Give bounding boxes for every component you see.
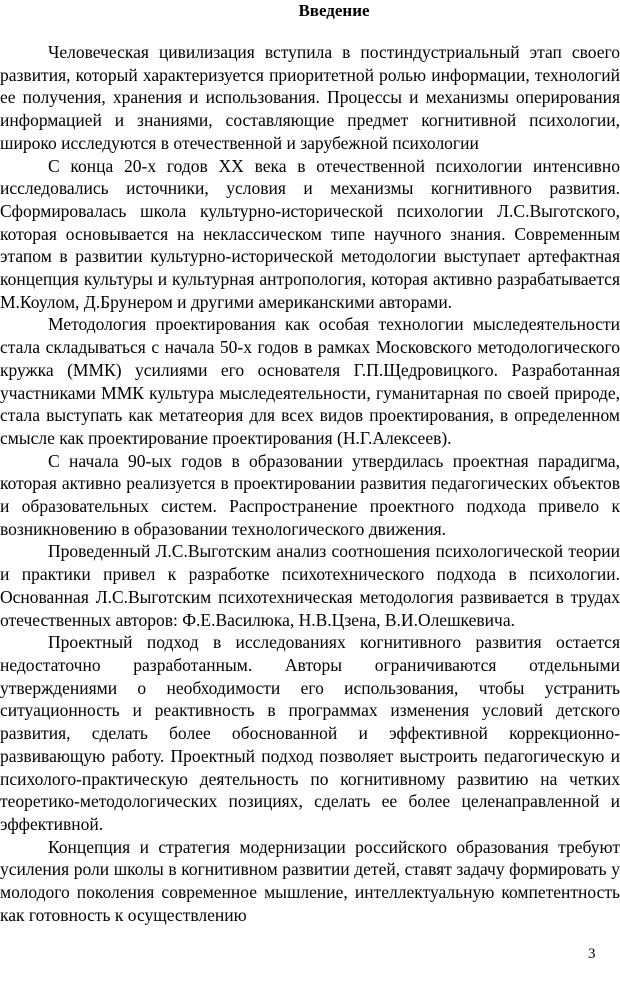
body-text [0, 41, 620, 926]
paragraph: С начала 90-ых годов в образовании утвердилась проектная парадигма, которая активно реализуется в проектировании развития педагогических объектов и образовательных систем. Распространение проектного подхода привело к возникновению в образовании технологического движения. [0, 450, 620, 539]
paragraph: Проведенный Л.С.Выготским анализ соотношения психологической теории и практики привел к разработке психотехнического подхода в психологии. Основанная Л.С.Выготским психотехническая методология развивается в трудах отечественных авторов: Ф.Е.Василюка, Н.В.Цзена, В.И.Олешкевича. [0, 541, 620, 630]
paragraph: Методология проектирования как особая технологии мыследеятельности стала складываться с начала 50-х годов в рамках Московского методологического кружка (ММК) усилиями его основателя Г.П.Щедровицкого. Разработанная участниками ММК культура мыследеятельности, гуманитарная по своей природе, стала выступать как метатеория для всех видов проектирования, в определенном смысле как проектирование проектирования (Н.Г.Алексеев). [0, 314, 620, 448]
page-number: 3 [588, 946, 596, 962]
page-title: Введение [298, 1, 370, 20]
paragraph: Человеческая цивилизация вступила в постиндустриальный этап своего развития, который характеризуется приоритетной ролью информации, технологий ее получения, хранения и использования. Процессы и механизмы оперирования информацией и знаниями, составляющие предмет когнитивной психологии, широко исследуются в отечественной и зарубежной психологии [0, 42, 620, 153]
paragraph: Концепция и стратегия модернизации российского образования требуют усиления роли школы в когнитивном развитии детей, ставят задачу формировать у молодого поколения современное мышление, интеллектуальную компетентность как готовность к осуществлению [0, 836, 620, 925]
paragraph: Проектный подход в исследованиях когнитивного развития остается недостаточно разработанным. Авторы ограничиваются отдельными утверждениями о необходимости его использования, чтобы устранить ситуационность и реактивность в программах изменения условий детского развития, сделать более обоснованной и эффективной коррекционно-развивающую работу. Проектный подход позволяет выстроить педагогическую и психолого-практическую деятельность по когнитивному развитию на четких теоретико-методологических позициях, сделать ее более целенаправленной и эффективной. [0, 632, 620, 834]
paragraph: С конца 20-х годов XX века в отечественной психологии интенсивно исследовались источники, условия и механизмы когнитивного развития. Сформировалась школа культурно-исторической психологии Л.С.Выготского, которая основывается на неклассическом типе научного знания. Современным этапом в развитии культурно-исторической методологии выступает артефактная концепция культуры и культурная антропология, которая активно разрабатывается М.Коулом, Д.Брунером и другими американскими авторами. [0, 155, 620, 312]
